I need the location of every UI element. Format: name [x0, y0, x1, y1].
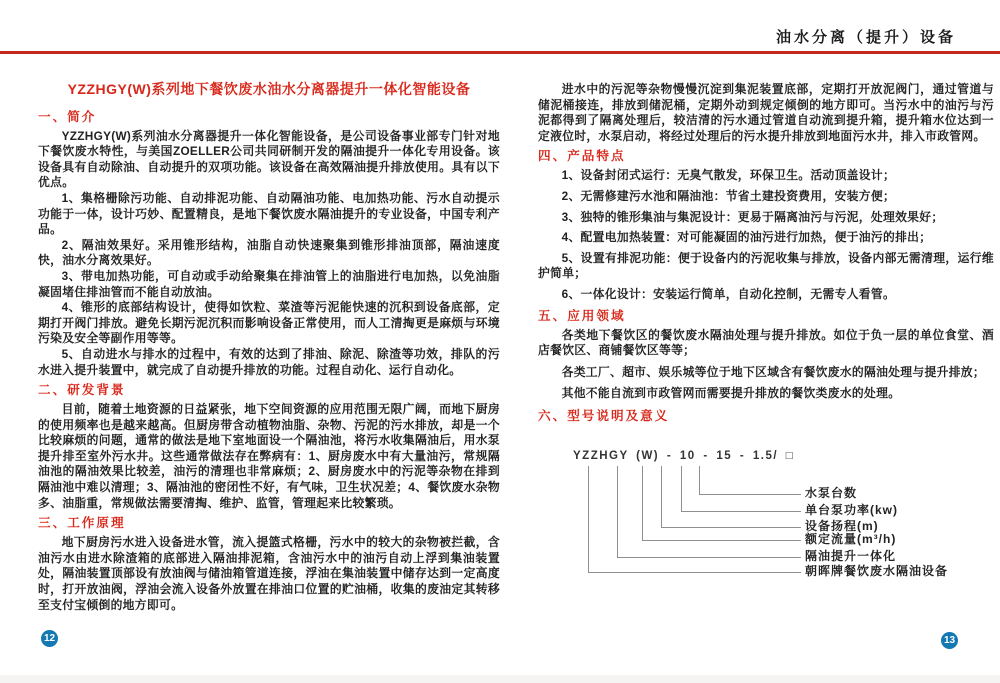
model-connector-hline: [681, 511, 801, 512]
model-label: 设备扬程(m): [805, 519, 879, 534]
page-number-badge: 12: [41, 630, 58, 647]
feature-item: 2、无需修建污水池和隔油池：节省土建投资费用，安装方便；: [561, 188, 896, 203]
model-connector-vline: [617, 466, 618, 557]
feature-item: 5、设置有排泥功能：便于设备内的污泥收集与排放，设备内部无需清理，运行维护简单；: [538, 250, 994, 281]
section-heading-applications: 五、应用领域: [538, 308, 626, 323]
paragraph-background: 目前，随着土地资源的日益紧张，地下空间资源的应用范围无限广阔，而地下厨房的使用频率也是越来越高。但厨房带含动植物油脂、杂物、污泥的污水排放，却是一个比较麻烦的问题，通常的做法是地下室地面设一个隔油池，将污水收集隔油后，用水泵提升排至室外污水井。这些通常做法存在弊病有：1、厨房废水中有大量油污，常规隔油池的隔油效果比较差，油污的清理也非常麻烦；2、厨房废水中的污泥等杂物在排到隔油池中难以清理；3、隔油池的密闭性不好，有气味，卫生状况差；4、餐饮废水杂物多、油脂重，常规做法需要清掏、维护、监管，管理起来比较繁琐。: [38, 402, 500, 510]
header-title: 油水分离（提升）设备: [775, 29, 956, 46]
paragraph-intro: YZZHGY(W)系列油水分离器提升一体化智能设备，是公司设备事业部专门针对地下餐饮废水特性，与美国ZOELLER公司共同研制开发的隔油提升一体化专用设备。该设备具有自动除油、自动提升的双项功能。该设备在高效隔油提升排放使用。具有以下优点。: [38, 128, 500, 190]
feature-item: 1、设备封闭式运行：无臭气散发，环保卫生。活动顶盖设计；: [561, 168, 896, 183]
model-connector-vline: [699, 466, 700, 494]
intro-point: 4、锥形的底部结构设计，使得如饮粒、菜渣等污泥能快速的沉积到设备底部，定期打开阀门排放。避免长期污泥沉积而影响设备正常使用，而人工清掏更是麻烦与环境污染及安全等副作用等等。: [38, 300, 500, 346]
application-item: 各类地下餐饮区的餐饮废水隔油处理与提升排放。如位于负一层的单位食堂、酒店餐饮区、商铺餐饮区等等；: [538, 327, 994, 358]
model-connector-hline: [617, 557, 801, 558]
section-heading-principle: 三、工作原理: [38, 516, 126, 531]
model-code: YZZHGY (W) - 10 - 15 - 1.5/ □: [573, 449, 795, 462]
intro-point: 5、自动进水与排水的过程中，有效的达到了排油、除泥、除渣等功效，排队的污水进入提升装置中，就完成了自动提升排放的功能。过程自动化、运行自动化。: [38, 346, 500, 377]
model-connector-vline: [642, 466, 643, 540]
page-number-badge: 13: [941, 632, 958, 649]
section-heading-model: 六、型号说明及意义: [538, 408, 670, 423]
intro-point: 3、带电加热功能，可自动或手动给聚集在排油管上的油脂进行电加热，以免油脂凝固堵住排油管而不能自动放油。: [38, 268, 500, 299]
model-connector-vline: [661, 466, 662, 527]
feature-item: 6、一体化设计：安装运行简单，自动化控制，无需专人看管。: [561, 286, 896, 301]
right-page: [538, 82, 994, 589]
feature-item: 4、配置电加热装置：对可能凝固的油污进行加热，便于油污的排出；: [561, 230, 932, 245]
section-heading-intro: 一、简介: [38, 109, 97, 124]
intro-point: 2、隔油效果好。采用锥形结构，油脂自动快速聚集到锥形排油顶部，隔油速度快，油水分离效果好。: [38, 237, 500, 268]
page-title: YZZHGY(W)系列地下餐饮废水油水分离器提升一体化智能设备: [67, 81, 471, 97]
intro-point: 1、集格栅除污功能、自动排泥功能、自动隔油功能、电加热功能、污水自动提示功能于一体，设计巧妙、配置精良，是地下餐饮废水隔油提升的专业设备，中国专利产品。: [38, 190, 500, 237]
model-connector-vline: [681, 466, 682, 511]
paragraph-principle-continued: 进水中的污泥等杂物慢慢沉淀到集泥装置底部，定期打开放泥阀门，通过管道与储泥桶接连，排放到储泥桶，定期外动到规定倾倒的地方即可。当污水中的油污与污泥都得到了隔离处理后，较洁清的污水通过管道自动流到提升箱，提升箱水位达到一定液位时，水泵启动，将经过处理后的污水提升排放到地面污水井，排入市政管网。: [538, 82, 994, 143]
paragraph-principle: 地下厨房污水进入设备进水管，流入提篮式格栅，污水中的较大的杂物被拦截，含油污水由进水除渣箱的底部进入隔油排泥箱，含油污水中的油污自动上浮到集油装置处，隔油装置顶部设有放油阀与储油箱管道连接，浮油在集油装置中储存达到一定高度时，打开放油阀，浮油会流入设备外放置在排油口位置的贮油桶，收集的废油定其转移至支付宝倾倒的地方即可。: [38, 535, 500, 612]
model-connector-vline: [588, 466, 589, 572]
feature-item: 3、独特的锥形集油与集泥设计：更易于隔离油污与污泥，处理效果好；: [561, 209, 944, 224]
header-divider-line: [0, 51, 1000, 54]
model-label: 单台泵功率(kw): [805, 503, 899, 518]
model-connector-hline: [699, 494, 801, 495]
model-number-diagram: [538, 449, 994, 589]
model-label: 隔油提升一体化: [805, 549, 897, 564]
application-item: 各类工厂、超市、娱乐城等位于地下区域含有餐饮废水的隔油处理与提升排放；: [561, 364, 985, 379]
page-bottom-edge: [0, 675, 1000, 683]
left-page: [38, 82, 500, 613]
model-connector-hline: [661, 527, 801, 528]
model-label: 水泵台数: [805, 486, 858, 501]
section-heading-features: 四、产品特点: [538, 149, 626, 164]
section-heading-background: 二、研发背景: [38, 383, 126, 398]
model-label: 额定流量(m³/h): [805, 532, 897, 547]
application-item: 其他不能自流到市政管网而需要提升排放的餐饮类废水的处理。: [561, 386, 901, 401]
model-connector-hline: [588, 572, 801, 573]
model-connector-hline: [642, 540, 801, 541]
model-label: 朝晖牌餐饮废水隔油设备: [805, 564, 949, 579]
